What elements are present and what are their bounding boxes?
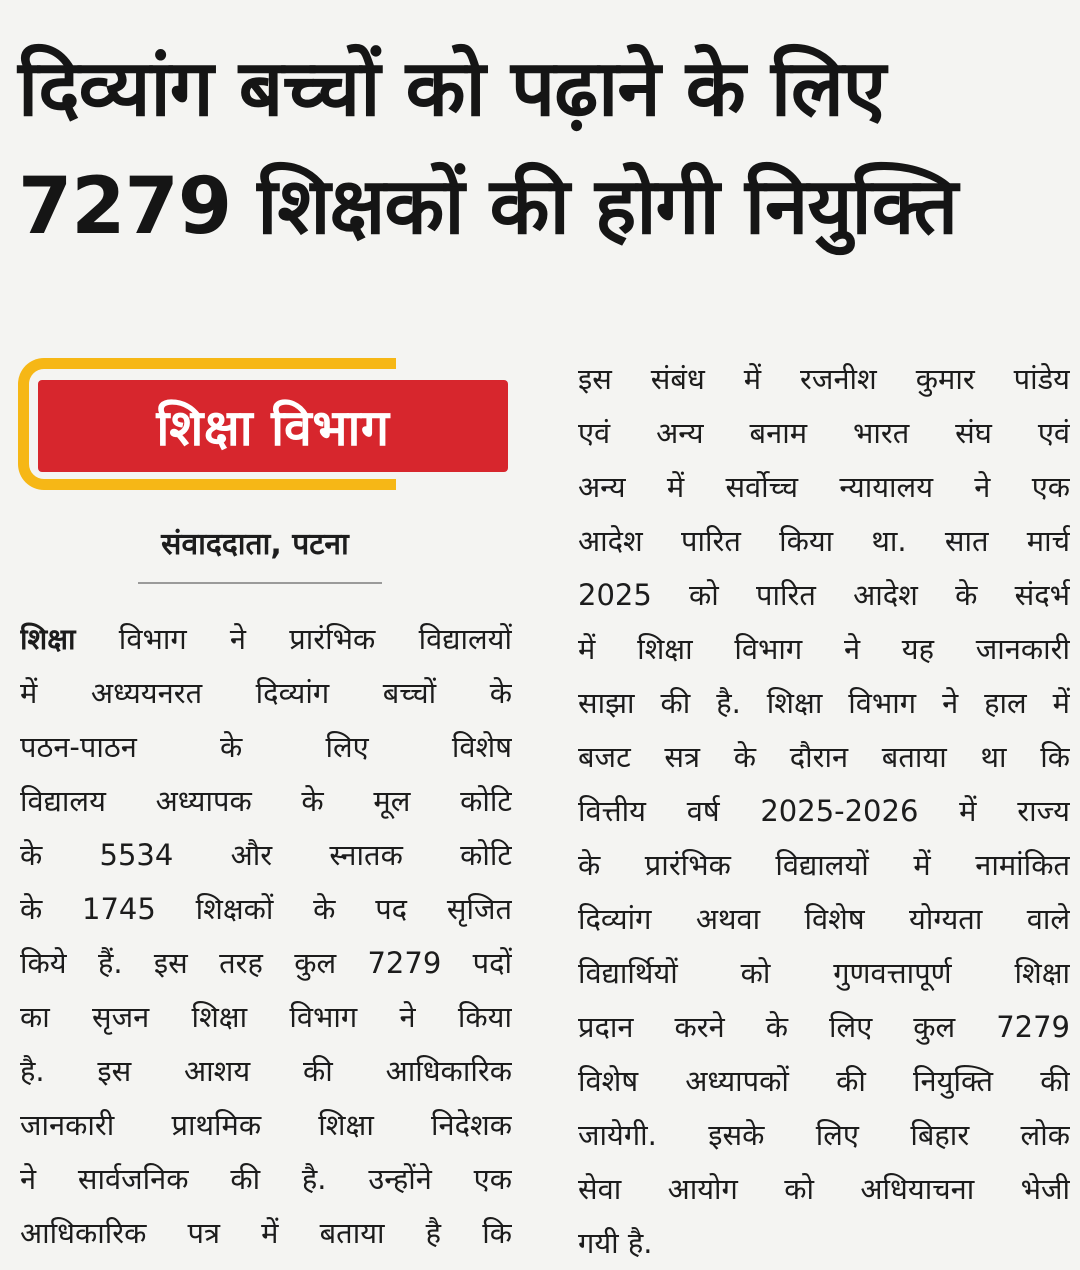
- byline-divider: [138, 582, 382, 584]
- right-line-2: अन्य में सर्वोच्च न्यायालय ने एक: [578, 470, 1070, 504]
- headline: [18, 30, 1068, 266]
- left-line-0: [20, 612, 512, 666]
- lead-word: शिक्षा: [20, 622, 76, 656]
- left-line-11: आधिकारिक पत्र में बताया है कि: [20, 1216, 512, 1250]
- section-tag: [18, 358, 518, 498]
- left-line-0-text: विभाग ने प्रारंभिक विद्यालयों: [75, 622, 512, 656]
- right-line-7: बजट सत्र के दौरान बताया था कि: [578, 740, 1070, 774]
- left-line-7: का सृजन शिक्षा विभाग ने किया: [20, 1000, 512, 1034]
- right-line-12: प्रदान करने के लिए कुल 7279: [578, 1010, 1070, 1044]
- section-tag-label: शिक्षा विभाग: [156, 399, 390, 457]
- right-line-11: विद्यार्थियों को गुणवत्तापूर्ण शिक्षा: [578, 956, 1070, 990]
- section-tag-box: [38, 380, 508, 472]
- left-line-5: के 1745 शिक्षकों के पद सृजित: [20, 892, 512, 926]
- right-line-6: साझा की है. शिक्षा विभाग ने हाल में: [578, 686, 1070, 720]
- right-line-13: विशेष अध्यापकों की नियुक्ति की: [578, 1064, 1070, 1098]
- left-line-3: विद्यालय अध्यापक के मूल कोटि: [20, 784, 512, 818]
- right-line-15: सेवा आयोग को अधियाचना भेजी: [578, 1172, 1070, 1206]
- right-line-1: एवं अन्य बनाम भारत संघ एवं: [578, 416, 1070, 450]
- right-column: [578, 352, 1070, 1270]
- right-line-9: के प्रारंभिक विद्यालयों में नामांकित: [578, 848, 1070, 882]
- left-line-6: किये हैं. इस तरह कुल 7279 पदों: [20, 946, 512, 980]
- left-line-2: पठन-पाठन के लिए विशेष: [20, 730, 512, 764]
- right-line-3: आदेश पारित किया था. सात मार्च: [578, 524, 1070, 558]
- left-line-1: में अध्ययनरत दिव्यांग बच्चों के: [20, 676, 512, 710]
- left-line-8: है. इस आशय की आधिकारिक: [20, 1054, 512, 1088]
- left-line-4: के 5534 और स्नातक कोटि: [20, 838, 512, 872]
- right-line-0: इस संबंध में रजनीश कुमार पांडेय: [578, 362, 1070, 396]
- left-line-9: जानकारी प्राथमिक शिक्षा निदेशक: [20, 1108, 512, 1142]
- right-line-16: गयी है.: [578, 1226, 653, 1260]
- left-line-10: ने सार्वजनिक की है. उन्होंने एक: [20, 1162, 512, 1196]
- byline: संवाददाता, पटना: [161, 527, 349, 562]
- right-line-5: में शिक्षा विभाग ने यह जानकारी: [578, 632, 1070, 666]
- right-line-10: दिव्यांग अथवा विशेष योग्यता वाले: [578, 902, 1070, 936]
- headline-line-2: 7279 शिक्षकों की होगी नियुक्ति: [18, 162, 958, 252]
- right-line-4: 2025 को पारित आदेश के संदर्भ: [578, 578, 1070, 612]
- left-column: [20, 612, 512, 1260]
- headline-line-1: दिव्यांग बच्चों को पढ़ाने के लिए: [18, 44, 886, 134]
- right-line-14: जायेगी. इसके लिए बिहार लोक: [578, 1118, 1070, 1152]
- right-line-8: वित्तीय वर्ष 2025-2026 में राज्य: [578, 794, 1070, 828]
